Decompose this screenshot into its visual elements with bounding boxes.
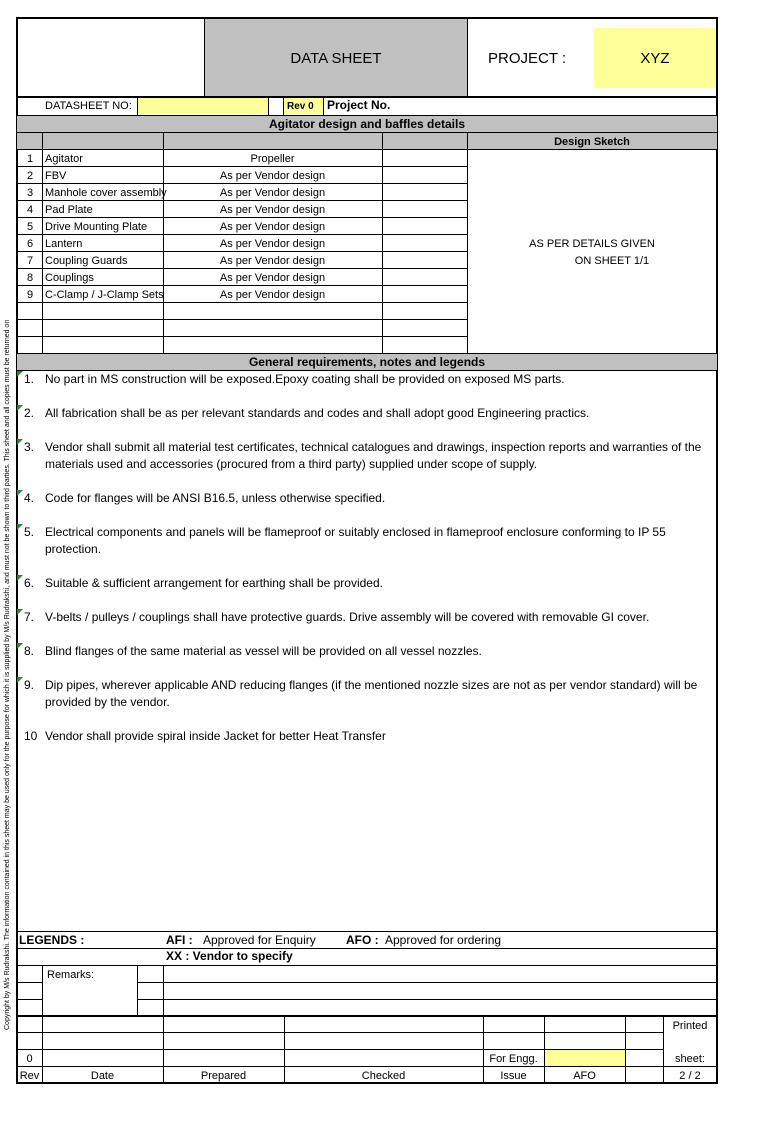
row-item: Pad Plate	[45, 204, 93, 216]
footer-for-engg: For Engg.	[489, 1053, 538, 1065]
row-item: Coupling Guards	[45, 255, 128, 267]
row-value: As per Vendor design	[219, 238, 326, 250]
footer-printed: Printed	[672, 1020, 708, 1032]
remarks-label: Remarks:	[47, 969, 95, 981]
sketch-note-line1: AS PER DETAILS GIVEN	[529, 238, 655, 250]
datasheet-no-field[interactable]	[138, 98, 268, 114]
note-text: Blind flanges of the same material as vessel will be provided on all vessel nozzles.	[45, 644, 482, 658]
project-label: PROJECT :	[488, 50, 567, 67]
row-number: 1	[27, 153, 34, 165]
comment-marker	[17, 677, 23, 683]
comment-marker	[17, 490, 23, 496]
comment-marker	[17, 643, 23, 649]
row-number: 4	[27, 204, 34, 216]
row-number: 7	[27, 255, 34, 267]
note-number: 7.	[24, 610, 35, 624]
footer-col-afo: AFO	[573, 1070, 596, 1082]
row-value: As per Vendor design	[219, 272, 326, 284]
afi-text: Approved for Enquiry	[203, 933, 316, 947]
footer-col-date: Date	[90, 1070, 115, 1082]
footer-col-prepared: Prepared	[200, 1070, 247, 1082]
row-item: Couplings	[45, 272, 94, 284]
row-item: Manhole cover assembly	[45, 187, 167, 199]
row-value: As per Vendor design	[219, 289, 326, 301]
legends-label: LEGENDS :	[19, 933, 85, 947]
afi-code: AFI :	[166, 933, 193, 947]
row-value: As per Vendor design	[219, 221, 326, 233]
note-text: No part in MS construction will be exposed.Epoxy coating shall be provided on exposed MS parts.	[45, 372, 565, 386]
row-number: 5	[27, 221, 34, 233]
footer-col-issue: Issue	[500, 1070, 527, 1082]
xx-legend: XX : Vendor to specify	[166, 949, 293, 963]
note-text: Vendor shall provide spiral inside Jacket for better Heat Transfer	[45, 729, 386, 743]
for-engg-afo-cell	[545, 1050, 625, 1066]
note-text: V-belts / pulleys / couplings shall have protective guards. Drive assembly will be covered with removable GI cover.	[45, 610, 650, 624]
note-text: Electrical components and panels will be flameproof or suitably enclosed in flameproof enclosure conforming to IP 55 protection.	[45, 525, 666, 556]
note-number: 6.	[24, 576, 35, 590]
row-item: Agitator	[45, 153, 83, 165]
note-number: 2.	[24, 406, 35, 420]
note-number: 1.	[24, 372, 35, 386]
design-sketch-header: Design Sketch	[554, 136, 630, 148]
note-number: 4.	[24, 491, 35, 505]
row-number: 6	[27, 238, 34, 250]
sketch-note-line2: ON SHEET 1/1	[574, 255, 650, 267]
footer-rev-value: 0	[26, 1053, 33, 1065]
comment-marker	[17, 524, 23, 530]
afo-text: Approved for ordering	[385, 933, 502, 947]
note-number: 8.	[24, 644, 35, 658]
note-number: 10	[24, 729, 38, 743]
row-value: As per Vendor design	[219, 170, 326, 182]
note-text: Dip pipes, wherever applicable AND reducing flanges (if the mentioned nozzle sizes are not as per vendor standard) will be provided by the vendor.	[45, 678, 698, 709]
row-number: 2	[27, 170, 34, 182]
comment-marker	[17, 575, 23, 581]
footer-sheet-value: 2 / 2	[679, 1070, 701, 1082]
afo-code: AFO :	[346, 933, 379, 947]
general-section-title: General requirements, notes and legends	[248, 355, 486, 369]
row-number: 9	[27, 289, 34, 301]
agitator-section-title: Agitator design and baffles details	[268, 117, 466, 131]
row-item: FBV	[45, 170, 67, 182]
comment-marker	[17, 405, 23, 411]
row-value: As per Vendor design	[219, 187, 326, 199]
row-value: As per Vendor design	[219, 255, 326, 267]
note-text: Code for flanges will be ANSI B16.5, unless otherwise specified.	[45, 491, 386, 505]
row-item: Drive Mounting Plate	[45, 221, 148, 233]
datasheet-no-label: DATASHEET NO:	[45, 100, 132, 112]
comment-marker	[17, 609, 23, 615]
comment-marker	[17, 371, 23, 377]
row-item: C-Clamp / J-Clamp Sets	[45, 289, 164, 301]
footer-col-checked: Checked	[361, 1070, 406, 1082]
row-number: 3	[27, 187, 34, 199]
row-item: Lantern	[45, 238, 83, 250]
note-text: Suitable & sufficient arrangement for earthing shall be provided.	[45, 576, 383, 590]
note-number: 9.	[24, 678, 35, 692]
page-title: DATA SHEET	[290, 50, 382, 67]
project-no-label: Project No.	[327, 98, 391, 112]
note-number: 5.	[24, 525, 35, 539]
footer-sheet-label: sheet:	[675, 1053, 705, 1065]
note-text: Vendor shall submit all material test certificates, technical catalogues and drawings, inspection reports and warranties of the materials used and accessories (procured from a third party) supplied under scope of supply.	[45, 440, 702, 471]
row-number: 8	[27, 272, 34, 284]
side-copyright-text: Copyright by M/s Rudrakshi. The information contained in this sheet may be used only for the purpose for which it is supplied by M/s Rudrakshi, and must not be shown to third parties. This sheet and all copies must be returned on	[4, 319, 11, 1030]
rev-label: Rev 0	[287, 101, 314, 112]
footer-col-rev: Rev	[19, 1070, 40, 1082]
comment-marker	[17, 439, 23, 445]
note-text: All fabrication shall be as per relevant standards and codes and shall adopt good Engineering practics.	[45, 406, 590, 420]
project-value: XYZ	[640, 50, 670, 67]
row-value: As per Vendor design	[219, 204, 326, 216]
note-number: 3.	[24, 440, 35, 454]
row-value: Propeller	[250, 153, 295, 165]
